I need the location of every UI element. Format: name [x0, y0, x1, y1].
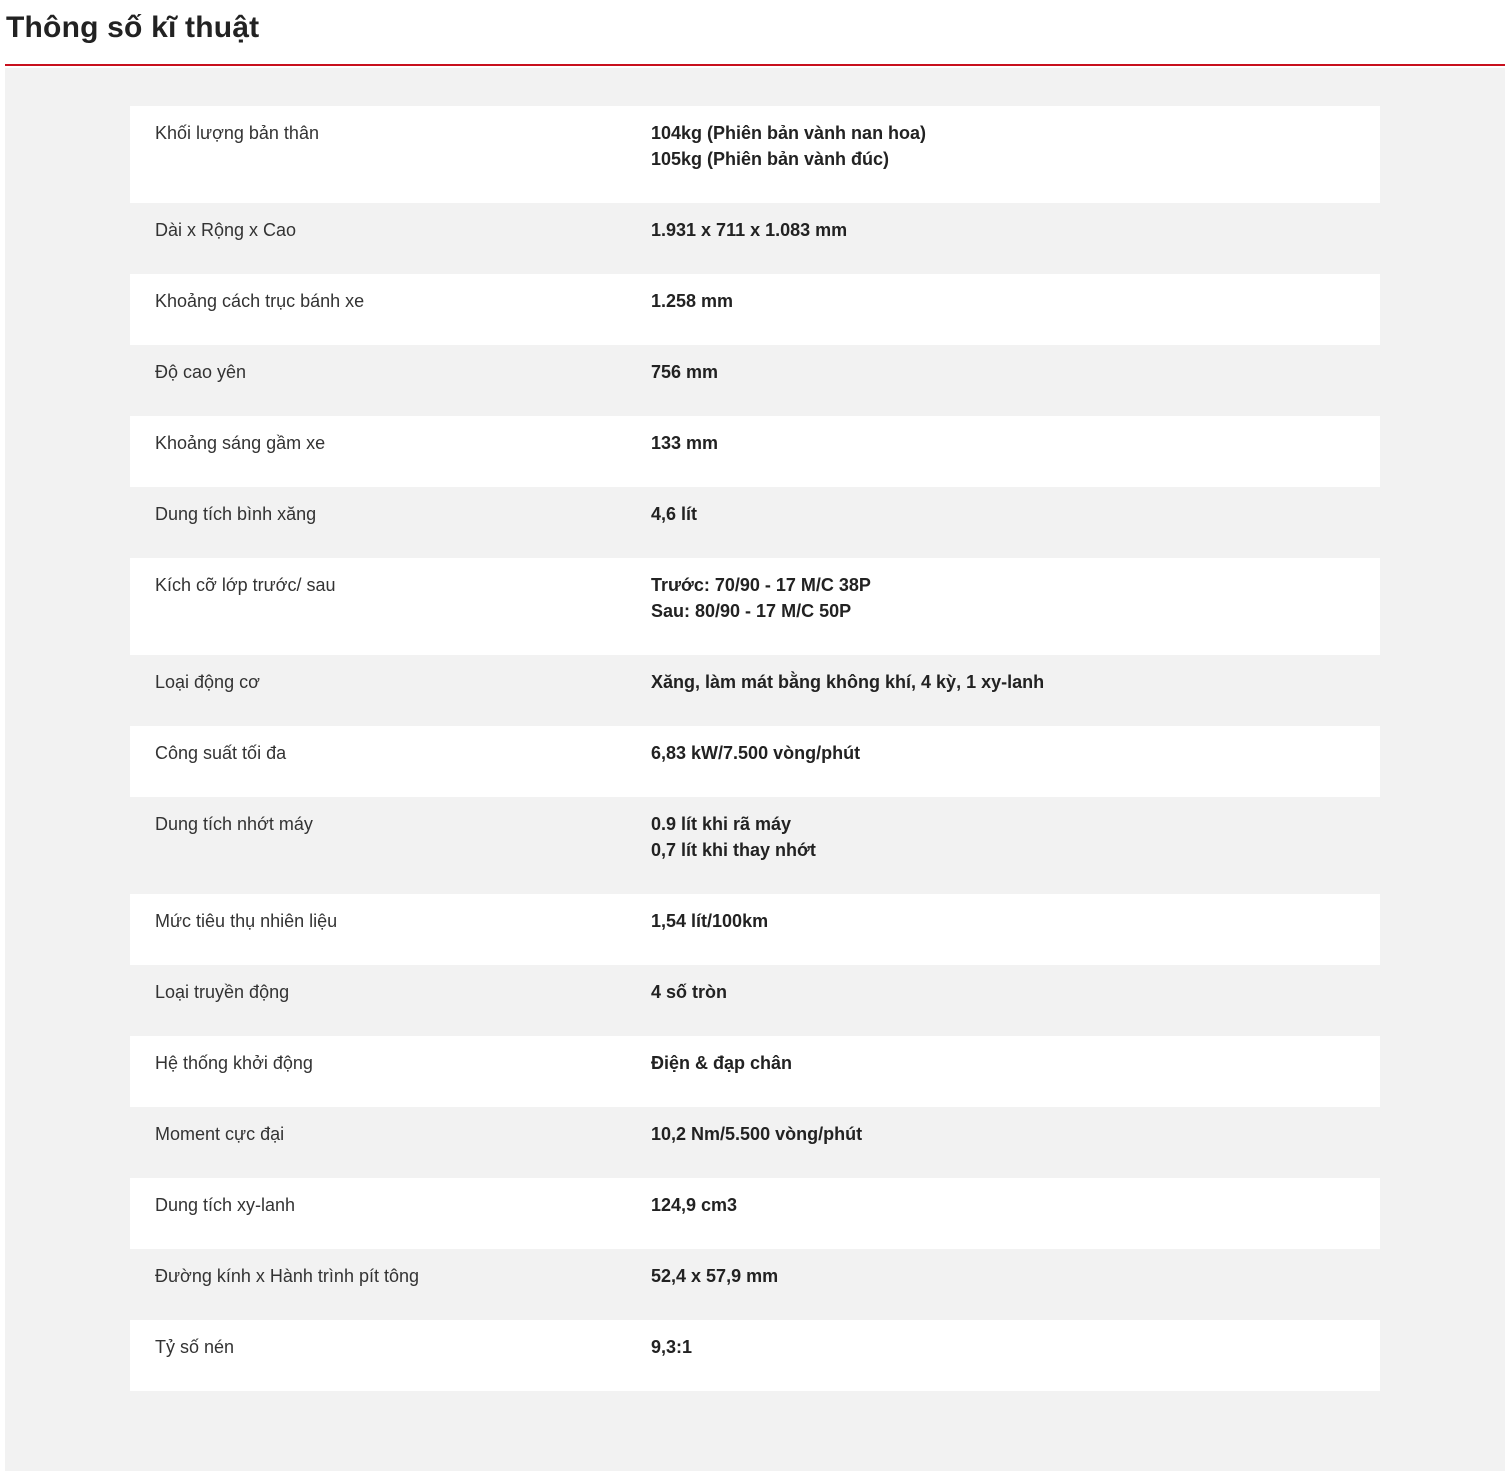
spec-value-line: 4 số tròn — [651, 982, 728, 1002]
spec-row — [130, 655, 1380, 726]
spec-label: Khoảng sáng gầm xe — [155, 433, 326, 453]
spec-value-line: 0,7 lít khi thay nhớt — [651, 840, 816, 860]
spec-row — [130, 965, 1380, 1036]
spec-row — [130, 1249, 1380, 1320]
spec-value-line: 104kg (Phiên bản vành nan hoa) — [651, 123, 927, 143]
spec-value-line: 1.258 mm — [651, 291, 734, 311]
spec-value-line: 105kg (Phiên bản vành đúc) — [651, 149, 890, 169]
spec-value — [651, 430, 1380, 487]
spec-value-line: 133 mm — [651, 433, 719, 453]
spec-value — [651, 740, 1380, 797]
spec-row — [130, 274, 1380, 345]
spec-value — [651, 1121, 1380, 1178]
spec-row — [130, 1178, 1380, 1249]
spec-label: Dung tích xy-lanh — [155, 1195, 296, 1215]
spec-value-line: 1,54 lít/100km — [651, 911, 769, 931]
spec-value — [651, 1050, 1380, 1107]
spec-value-line: 756 mm — [651, 362, 719, 382]
spec-value-line: 10,2 Nm/5.500 vòng/phút — [651, 1124, 863, 1144]
spec-row — [130, 203, 1380, 274]
spec-label: Độ cao yên — [155, 362, 247, 382]
spec-row — [130, 106, 1380, 203]
spec-value — [651, 811, 1380, 894]
spec-value — [651, 1192, 1380, 1249]
spec-label: Kích cỡ lớp trước/ sau — [155, 575, 336, 595]
spec-label: Đường kính x Hành trình pít tông — [155, 1266, 419, 1286]
spec-label: Khối lượng bản thân — [155, 123, 319, 143]
spec-row — [130, 1107, 1380, 1178]
spec-value-line: 9,3:1 — [651, 1337, 693, 1357]
spec-panel — [5, 68, 1505, 1471]
spec-label: Mức tiêu thụ nhiên liệu — [155, 911, 338, 931]
spec-value-line: Xăng, làm mát bằng không khí, 4 kỳ, 1 xy-lanh — [651, 672, 1045, 692]
spec-row — [130, 558, 1380, 655]
spec-value-line: 6,83 kW/7.500 vòng/phút — [651, 743, 861, 763]
spec-row — [130, 345, 1380, 416]
spec-table — [130, 106, 1380, 1391]
spec-value — [651, 217, 1380, 274]
spec-row — [130, 487, 1380, 558]
spec-value-line: Sau: 80/90 - 17 M/C 50P — [651, 601, 852, 621]
spec-label: Moment cực đại — [155, 1124, 285, 1144]
spec-value-line: Điện & đạp chân — [651, 1053, 793, 1073]
spec-row — [130, 1320, 1380, 1391]
spec-row — [130, 797, 1380, 894]
spec-label: Loại động cơ — [155, 672, 260, 692]
spec-value — [651, 1334, 1380, 1391]
spec-row — [130, 894, 1380, 965]
spec-value-line: 1.931 x 711 x 1.083 mm — [651, 220, 848, 240]
spec-value — [651, 908, 1380, 965]
spec-label: Dài x Rộng x Cao — [155, 220, 297, 240]
spec-label: Khoảng cách trục bánh xe — [155, 291, 365, 311]
spec-value — [651, 669, 1380, 726]
spec-value — [651, 979, 1380, 1036]
spec-value-line: Trước: 70/90 - 17 M/C 38P — [651, 575, 871, 595]
spec-value-line: 124,9 cm3 — [651, 1195, 738, 1215]
spec-value — [651, 120, 1380, 203]
spec-label: Dung tích bình xăng — [155, 504, 317, 524]
spec-value — [651, 572, 1380, 655]
spec-row — [130, 1036, 1380, 1107]
spec-label: Loại truyền động — [155, 982, 290, 1002]
spec-value-line: 52,4 x 57,9 mm — [651, 1266, 779, 1286]
spec-value — [651, 1263, 1380, 1320]
spec-value-line: 4,6 lít — [651, 504, 698, 524]
spec-value — [651, 359, 1380, 416]
spec-value — [651, 288, 1380, 345]
spec-value — [651, 501, 1380, 558]
page-header — [5, 0, 1505, 66]
spec-row — [130, 416, 1380, 487]
spec-label: Hệ thống khởi động — [155, 1053, 313, 1073]
spec-label: Công suất tối đa — [155, 743, 287, 763]
spec-value-line: 0.9 lít khi rã máy — [651, 814, 792, 834]
spec-label: Tỷ số nén — [155, 1337, 235, 1357]
spec-row — [130, 726, 1380, 797]
spec-label: Dung tích nhớt máy — [155, 814, 313, 834]
page-title: Thông số kĩ thuật — [6, 11, 260, 44]
